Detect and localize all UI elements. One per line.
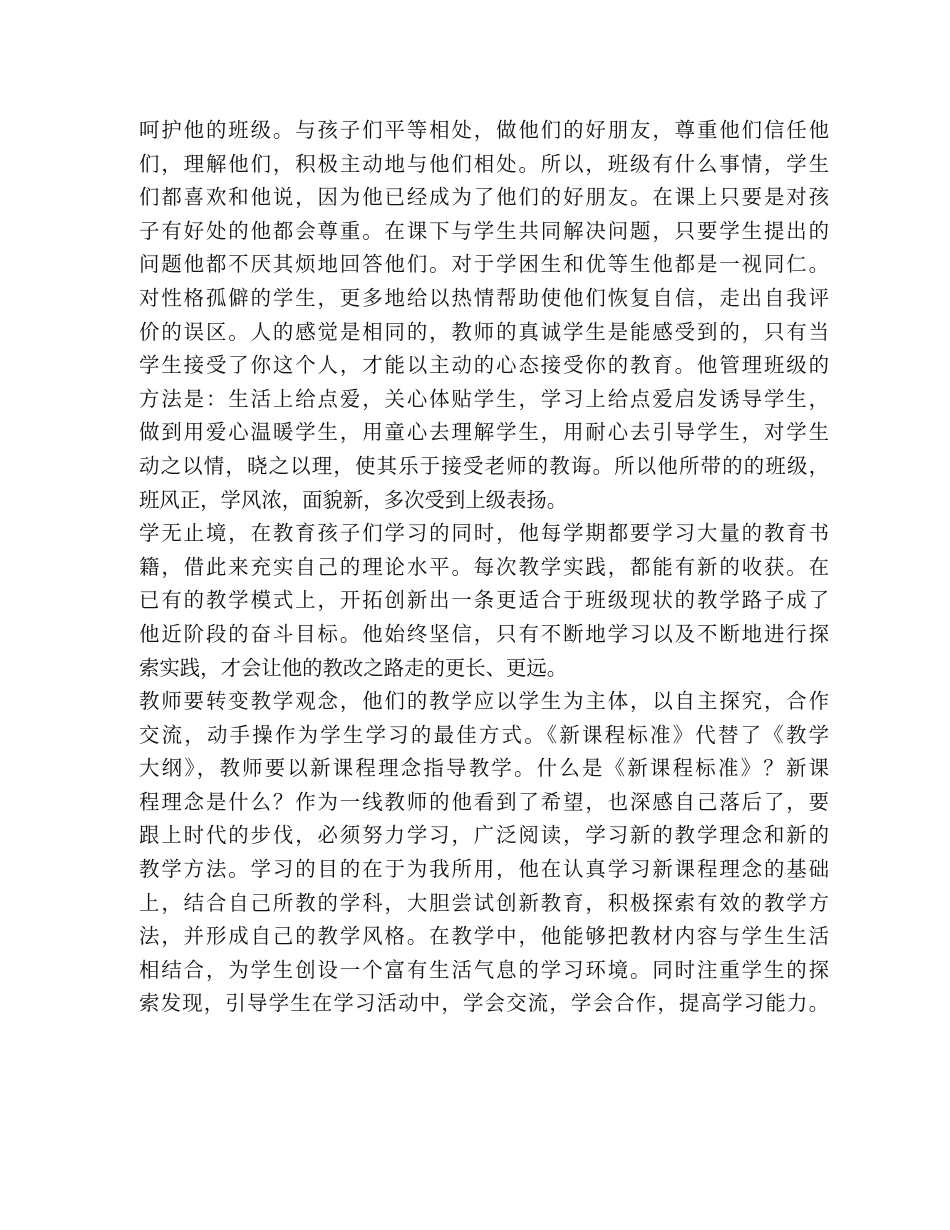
text-line: 学无止境，在教育孩子们学习的同时，他每学期都要学习大量的教育书 (139, 521, 829, 546)
text-line: 已有的教学模式上，开拓创新出一条更适合于班级现状的教学路子成了 (139, 588, 829, 613)
text-line: 教师要转变教学观念，他们的教学应以学生为主体，以自主探究，合作 (139, 689, 829, 714)
text-line: 子有好处的他都会尊重。在课下与学生共同解决问题，只要学生提出的 (139, 218, 829, 243)
text-line: 动之以情，晓之以理，使其乐于接受老师的教诲。所以他所带的的班级， (139, 453, 829, 478)
text-line: 他近阶段的奋斗目标。他始终坚信，只有不断地学习以及不断地进行探 (139, 621, 829, 646)
text-line: 相结合，为学生创设一个富有生活气息的学习环境。同时注重学生的探 (139, 957, 829, 982)
text-line: 籍，借此来充实自己的理论水平。每次教学实践，都能有新的收获。在 (139, 554, 829, 579)
text-line: 索发现，引导学生在学习活动中，学会交流，学会合作，提高学习能力。 (139, 991, 829, 1016)
text-line: 们，理解他们，积极主动地与他们相处。所以，班级有什么事情，学生 (139, 151, 829, 176)
text-line: 交流，动手操作为学生学习的最佳方式。《新课程标准》代替了《教学 (139, 722, 829, 747)
text-line: 方法是：生活上给点爱，关心体贴学生，学习上给点爱启发诱导学生， (139, 386, 829, 411)
text-line: 价的误区。人的感觉是相同的，教师的真诚学生是能感受到的，只有当 (139, 319, 829, 344)
text-line: 学生接受了你这个人，才能以主动的心态接受你的教育。他管理班级的 (139, 353, 829, 378)
text-line: 程理念是什么？作为一线教师的他看到了希望，也深感自己落后了，要 (139, 789, 829, 814)
document-body (139, 114, 829, 1021)
text-line: 们都喜欢和他说，因为他已经成为了他们的好朋友。在课上只要是对孩 (139, 185, 829, 210)
text-line: 对性格孤僻的学生，更多地给以热情帮助使他们恢复自信，走出自我评 (139, 285, 829, 310)
text-line: 教学方法。学习的目的在于为我所用，他在认真学习新课程理念的基础 (139, 857, 829, 882)
text-line: 跟上时代的步伐，必须努力学习，广泛阅读，学习新的教学理念和新的 (139, 823, 829, 848)
paragraph-continuous-learning (139, 517, 829, 685)
paragraph-class-management (139, 114, 829, 517)
text-line: 呵护他的班级。与孩子们平等相处，做他们的好朋友，尊重他们信任他 (139, 118, 829, 142)
text-line: 班风正，学风浓，面貌新，多次受到上级表扬。 (139, 487, 568, 512)
text-line: 法，并形成自己的教学风格。在教学中，他能够把教材内容与学生生活 (139, 924, 829, 949)
paragraph-new-curriculum (139, 685, 829, 1021)
text-line: 问题他都不厌其烦地回答他们。对于学困生和优等生他都是一视同仁。 (139, 252, 829, 277)
text-line: 索实践，才会让他的教改之路走的更长、更远。 (139, 655, 568, 680)
text-line: 大纲》，教师要以新课程理念指导教学。什么是《新课程标准》？新课 (139, 756, 829, 781)
text-line: 上，结合自己所教的学科，大胆尝试创新教育，积极探索有效的教学方 (139, 890, 829, 915)
text-line: 做到用爱心温暖学生，用童心去理解学生，用耐心去引导学生，对学生 (139, 420, 829, 445)
